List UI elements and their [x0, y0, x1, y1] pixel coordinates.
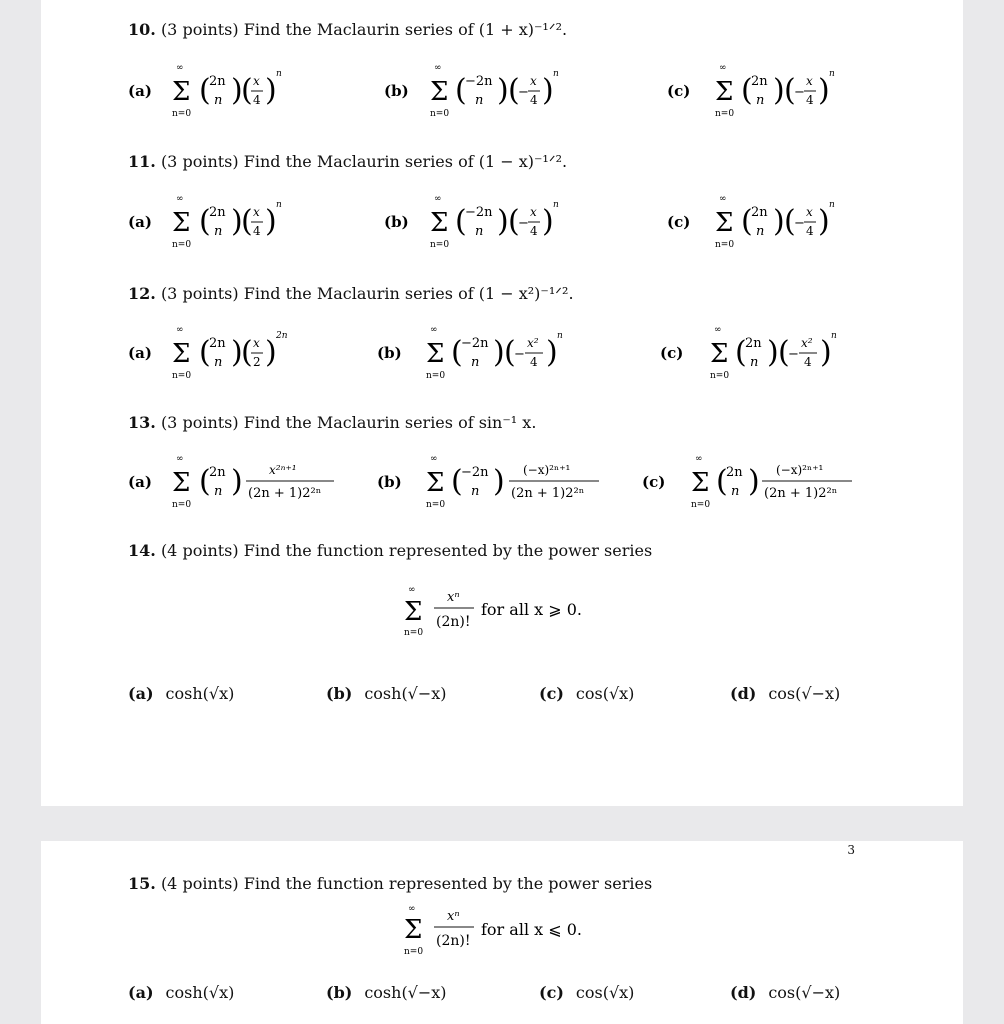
- svg-text:): ): [773, 204, 785, 239]
- svg-text:−: −: [518, 85, 529, 100]
- q11-option-b[interactable]: [384, 194, 559, 250]
- svg-text:∞: ∞: [408, 585, 416, 595]
- svg-text:(: (: [455, 73, 467, 108]
- svg-text:2n: 2n: [209, 74, 226, 89]
- svg-text:(: (: [735, 335, 747, 370]
- svg-text:): ): [265, 335, 277, 370]
- svg-text:∞: ∞: [719, 63, 727, 73]
- svg-text:∞: ∞: [176, 454, 184, 464]
- svg-text:∞: ∞: [176, 63, 184, 73]
- svg-text:−2n: −2n: [461, 336, 489, 351]
- svg-text:n: n: [731, 484, 740, 499]
- svg-text:x²: x²: [527, 336, 539, 350]
- svg-text:(c): (c): [660, 344, 684, 362]
- svg-text:Σ: Σ: [404, 597, 423, 627]
- q11-option-a[interactable]: [128, 194, 282, 250]
- svg-text:n=0: n=0: [691, 500, 711, 510]
- svg-text:): ): [265, 73, 277, 108]
- svg-text:n=0: n=0: [715, 109, 735, 119]
- svg-text:n=0: n=0: [404, 947, 424, 957]
- svg-text:∞: ∞: [430, 325, 438, 335]
- svg-text:(: (: [241, 335, 253, 370]
- q15-option-a[interactable]: (a) cosh(√x): [128, 983, 235, 1002]
- svg-text:): ): [231, 204, 243, 239]
- svg-text:n=0: n=0: [430, 240, 450, 250]
- svg-text:(: (: [784, 73, 796, 108]
- svg-text:−: −: [518, 216, 529, 231]
- svg-text:4: 4: [253, 93, 261, 107]
- svg-text:Σ: Σ: [426, 468, 445, 498]
- svg-text:2n: 2n: [751, 205, 768, 220]
- svg-text:4: 4: [806, 224, 814, 238]
- svg-text:n: n: [214, 93, 223, 108]
- svg-text:xⁿ: xⁿ: [447, 590, 460, 605]
- q14-option-d[interactable]: (d) cos(√−x): [730, 684, 841, 703]
- svg-text:(a): (a): [128, 344, 152, 362]
- svg-text:): ): [497, 73, 509, 108]
- svg-text:Σ: Σ: [715, 208, 734, 238]
- q14-option-b[interactable]: (b) cosh(√−x): [326, 684, 447, 703]
- svg-text:for all x ⩾ 0.: for all x ⩾ 0.: [481, 600, 583, 619]
- svg-text:n: n: [756, 224, 765, 239]
- svg-text:Σ: Σ: [710, 339, 729, 369]
- svg-text:): ): [265, 204, 277, 239]
- svg-text:4: 4: [530, 224, 538, 238]
- svg-text:∞: ∞: [430, 454, 438, 464]
- svg-text:(2n)!: (2n)!: [436, 614, 471, 630]
- svg-text:x²ⁿ⁺¹: x²ⁿ⁺¹: [269, 463, 297, 477]
- svg-text:): ): [542, 73, 554, 108]
- svg-text:(c): (c): [642, 473, 666, 491]
- q15-option-b[interactable]: (b) cosh(√−x): [326, 983, 447, 1002]
- svg-text:(: (: [508, 73, 520, 108]
- svg-text:Σ: Σ: [172, 77, 191, 107]
- svg-text:(: (: [241, 73, 253, 108]
- svg-text:Σ: Σ: [172, 468, 191, 498]
- svg-text:(2n + 1)2²ⁿ: (2n + 1)2²ⁿ: [248, 486, 322, 501]
- svg-text:(c): (c): [667, 82, 691, 100]
- svg-text:Σ: Σ: [715, 77, 734, 107]
- svg-text:2: 2: [253, 355, 261, 369]
- svg-text:): ): [231, 464, 243, 499]
- svg-text:Σ: Σ: [172, 208, 191, 238]
- svg-text:4: 4: [253, 224, 261, 238]
- svg-text:n: n: [276, 200, 282, 210]
- q12-option-a[interactable]: [128, 325, 288, 381]
- svg-text:∞: ∞: [408, 904, 416, 914]
- svg-text:): ): [773, 73, 785, 108]
- svg-text:): ): [818, 73, 830, 108]
- svg-text:(c): (c): [667, 213, 691, 231]
- svg-text:n: n: [553, 69, 559, 79]
- svg-text:): ): [497, 204, 509, 239]
- svg-text:Σ: Σ: [172, 339, 191, 369]
- svg-text:∞: ∞: [714, 325, 722, 335]
- svg-text:xⁿ: xⁿ: [447, 909, 460, 924]
- svg-text:−2n: −2n: [465, 74, 493, 89]
- svg-text:(: (: [199, 73, 211, 108]
- svg-text:n: n: [471, 355, 480, 370]
- svg-text:n=0: n=0: [430, 109, 450, 119]
- svg-text:(: (: [451, 464, 463, 499]
- svg-text:(: (: [199, 464, 211, 499]
- q13-option-b[interactable]: [377, 454, 599, 510]
- svg-text:(: (: [741, 204, 753, 239]
- svg-text:2n: 2n: [209, 336, 226, 351]
- svg-text:n: n: [276, 69, 282, 79]
- svg-text:(b): (b): [384, 82, 409, 100]
- svg-text:n: n: [553, 200, 559, 210]
- q13-option-c[interactable]: [642, 454, 852, 510]
- svg-text:∞: ∞: [695, 454, 703, 464]
- svg-text:n=0: n=0: [172, 371, 192, 381]
- svg-text:(a): (a): [128, 213, 152, 231]
- svg-text:−: −: [514, 347, 525, 362]
- q14-option-c[interactable]: (c) cos(√x): [539, 684, 635, 703]
- q11-option-c[interactable]: [667, 194, 835, 250]
- svg-text:2n: 2n: [209, 205, 226, 220]
- svg-text:x: x: [253, 74, 260, 88]
- svg-text:n=0: n=0: [715, 240, 735, 250]
- svg-text:(−x)²ⁿ⁺¹: (−x)²ⁿ⁺¹: [776, 463, 824, 477]
- exam-page-1: [41, 0, 963, 806]
- svg-text:(2n + 1)2²ⁿ: (2n + 1)2²ⁿ: [511, 486, 585, 501]
- svg-text:(: (: [741, 73, 753, 108]
- svg-text:): ): [818, 204, 830, 239]
- svg-text:n: n: [214, 355, 223, 370]
- svg-text:−: −: [788, 347, 799, 362]
- q12-option-c[interactable]: [660, 325, 837, 381]
- svg-text:n=0: n=0: [710, 371, 730, 381]
- q10-option-b[interactable]: [384, 63, 559, 119]
- question-10: 10. (3 points) Find the Maclaurin series of (1 + x)⁻¹ᐟ².: [128, 20, 568, 39]
- svg-text:−: −: [794, 216, 805, 231]
- svg-text:(a): (a): [128, 473, 152, 491]
- q14-option-a[interactable]: (a) cosh(√x): [128, 684, 235, 703]
- svg-text:): ): [546, 335, 558, 370]
- svg-text:x: x: [253, 205, 260, 219]
- svg-text:): ): [231, 335, 243, 370]
- svg-text:(2n + 1)2²ⁿ: (2n + 1)2²ⁿ: [764, 486, 838, 501]
- svg-text:2n: 2n: [751, 74, 768, 89]
- svg-text:x: x: [806, 205, 813, 219]
- q13-option-a[interactable]: [128, 454, 334, 510]
- svg-text:(: (: [241, 204, 253, 239]
- svg-text:−2n: −2n: [465, 205, 493, 220]
- svg-text:): ): [542, 204, 554, 239]
- svg-text:n: n: [214, 224, 223, 239]
- svg-text:Σ: Σ: [691, 468, 710, 498]
- q15-option-c[interactable]: (c) cos(√x): [539, 983, 635, 1002]
- q10-option-a[interactable]: [128, 63, 282, 119]
- svg-text:(: (: [784, 204, 796, 239]
- svg-text:2n: 2n: [745, 336, 762, 351]
- svg-text:(: (: [199, 204, 211, 239]
- svg-text:): ): [767, 335, 779, 370]
- page-number: 3: [847, 843, 855, 857]
- svg-text:): ): [493, 464, 505, 499]
- svg-text:x²: x²: [801, 336, 813, 350]
- svg-text:∞: ∞: [176, 194, 184, 204]
- svg-text:): ): [231, 73, 243, 108]
- svg-text:): ): [493, 335, 505, 370]
- svg-text:4: 4: [530, 355, 538, 369]
- svg-text:n=0: n=0: [426, 371, 446, 381]
- svg-text:4: 4: [804, 355, 812, 369]
- svg-text:∞: ∞: [176, 325, 184, 335]
- svg-text:Σ: Σ: [404, 915, 423, 945]
- svg-text:(a): (a): [128, 82, 152, 100]
- svg-text:(b): (b): [384, 213, 409, 231]
- question-15: 15. (4 points) Find the function represented by the power series: [128, 874, 653, 893]
- q14-series: [404, 585, 582, 638]
- svg-text:Σ: Σ: [430, 208, 449, 238]
- svg-text:n: n: [829, 200, 835, 210]
- svg-text:∞: ∞: [434, 194, 442, 204]
- exam-page-2: [41, 841, 963, 1024]
- svg-text:2n: 2n: [276, 331, 288, 341]
- question-12: 12. (3 points) Find the Maclaurin series of (1 − x²)⁻¹ᐟ².: [128, 284, 574, 303]
- q12-option-b[interactable]: [377, 325, 563, 381]
- svg-text:(−x)²ⁿ⁺¹: (−x)²ⁿ⁺¹: [523, 463, 571, 477]
- svg-text:4: 4: [806, 93, 814, 107]
- svg-text:n: n: [831, 331, 837, 341]
- svg-text:4: 4: [530, 93, 538, 107]
- svg-text:x: x: [253, 336, 260, 350]
- svg-text:n: n: [557, 331, 563, 341]
- svg-text:n: n: [471, 484, 480, 499]
- svg-text:): ): [820, 335, 832, 370]
- svg-text:n: n: [829, 69, 835, 79]
- svg-text:n=0: n=0: [404, 628, 424, 638]
- svg-text:n: n: [214, 484, 223, 499]
- svg-text:(: (: [451, 335, 463, 370]
- svg-text:x: x: [530, 74, 537, 88]
- svg-text:(b): (b): [377, 344, 402, 362]
- svg-text:x: x: [530, 205, 537, 219]
- svg-text:n: n: [750, 355, 759, 370]
- svg-text:(: (: [508, 204, 520, 239]
- svg-text:): ): [748, 464, 760, 499]
- svg-text:n=0: n=0: [172, 240, 192, 250]
- svg-text:∞: ∞: [719, 194, 727, 204]
- svg-text:Σ: Σ: [426, 339, 445, 369]
- svg-text:n=0: n=0: [172, 500, 192, 510]
- svg-text:n=0: n=0: [172, 109, 192, 119]
- svg-text:(b): (b): [377, 473, 402, 491]
- svg-text:(2n)!: (2n)!: [436, 933, 471, 949]
- svg-text:Σ: Σ: [430, 77, 449, 107]
- svg-text:2n: 2n: [209, 465, 226, 480]
- q15-option-d[interactable]: (d) cos(√−x): [730, 983, 841, 1002]
- svg-text:(: (: [716, 464, 728, 499]
- svg-text:n: n: [756, 93, 765, 108]
- svg-text:−2n: −2n: [461, 465, 489, 480]
- question-14: 14. (4 points) Find the function represented by the power series: [128, 541, 653, 560]
- svg-text:n=0: n=0: [426, 500, 446, 510]
- svg-text:2n: 2n: [726, 465, 743, 480]
- svg-text:for all x ⩽ 0.: for all x ⩽ 0.: [481, 920, 583, 939]
- svg-text:(: (: [199, 335, 211, 370]
- svg-text:n: n: [475, 224, 484, 239]
- svg-text:∞: ∞: [434, 63, 442, 73]
- svg-text:n: n: [475, 93, 484, 108]
- svg-text:−: −: [794, 85, 805, 100]
- question-11: 11. (3 points) Find the Maclaurin series of (1 − x)⁻¹ᐟ².: [128, 152, 568, 171]
- svg-text:(: (: [778, 335, 790, 370]
- svg-text:x: x: [806, 74, 813, 88]
- svg-text:(: (: [504, 335, 516, 370]
- q10-option-c[interactable]: [667, 63, 835, 119]
- svg-text:(: (: [455, 204, 467, 239]
- question-13: 13. (3 points) Find the Maclaurin series of sin⁻¹ x.: [128, 413, 537, 432]
